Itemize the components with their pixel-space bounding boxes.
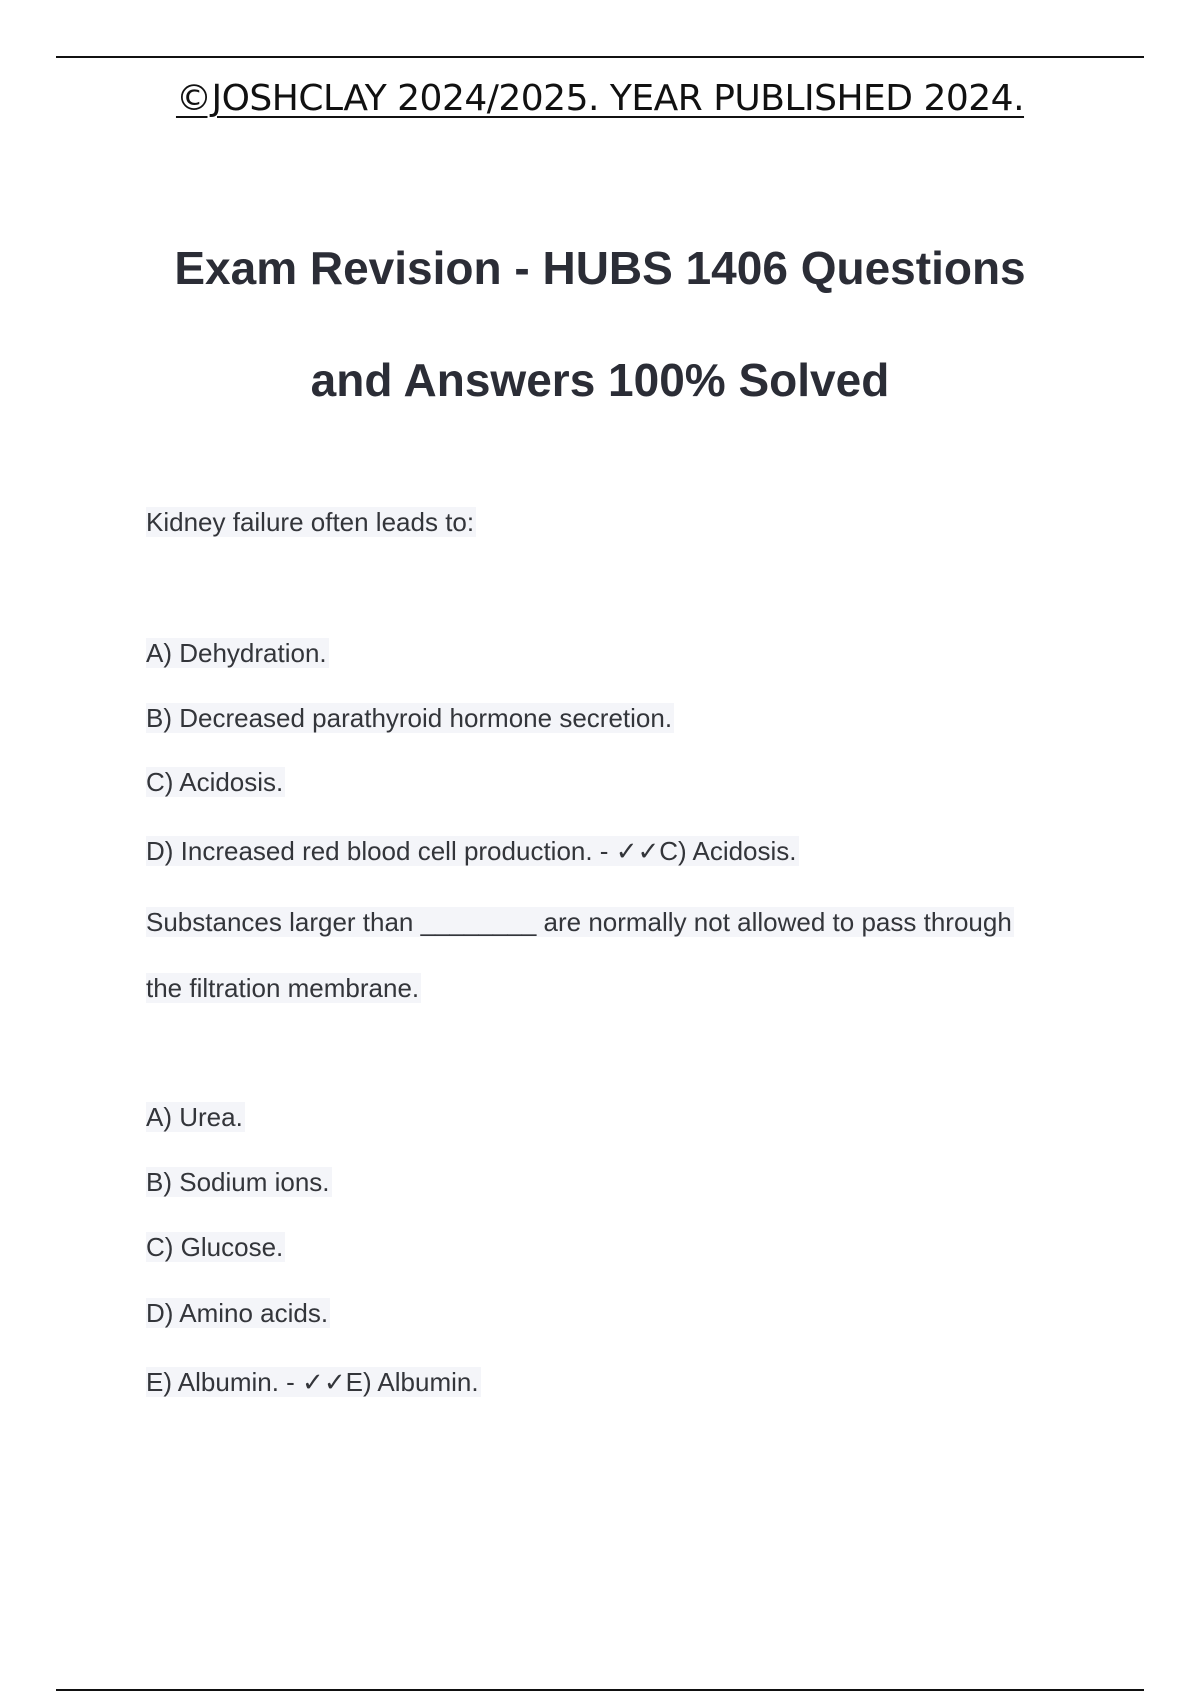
- title-line-1: Exam Revision - HUBS 1406 Questions: [174, 242, 1026, 294]
- question-1-option-d-answer: D) Increased red blood cell production. - ✓✓C) Acidosis.: [146, 836, 797, 866]
- copyright-header: [0, 78, 1200, 119]
- question-1-option-c: C) Acidosis.: [146, 767, 284, 797]
- question-2-option-d: D) Amino acids.: [146, 1298, 329, 1328]
- copyright-text: ©JOSHCLAY 2024/2025. YEAR PUBLISHED 2024.: [175, 78, 1025, 119]
- question-1-option-b: B) Decreased parathyroid hormone secretion.: [146, 703, 673, 733]
- question-1-option-a: A) Dehydration.: [146, 638, 327, 668]
- question-2-prompt-line-1: Substances larger than ________ are normally not allowed to pass through: [146, 907, 1012, 937]
- top-rule: [56, 56, 1144, 58]
- question-1-prompt-line-1: Kidney failure often leads to:: [146, 507, 475, 537]
- question-1-prompt: [146, 505, 476, 539]
- title-line-2: and Answers 100% Solved: [310, 354, 890, 406]
- question-2-option-b: B) Sodium ions.: [146, 1167, 330, 1197]
- question-2-option-e-answer: E) Albumin. - ✓✓E) Albumin.: [146, 1367, 479, 1397]
- document-title: [0, 212, 1200, 436]
- question-2-prompt-line-2: the filtration membrane.: [146, 973, 420, 1003]
- question-2-option-a: A) Urea.: [146, 1102, 243, 1132]
- bottom-rule: [56, 1689, 1144, 1691]
- question-2-option-c: C) Glucose.: [146, 1232, 284, 1262]
